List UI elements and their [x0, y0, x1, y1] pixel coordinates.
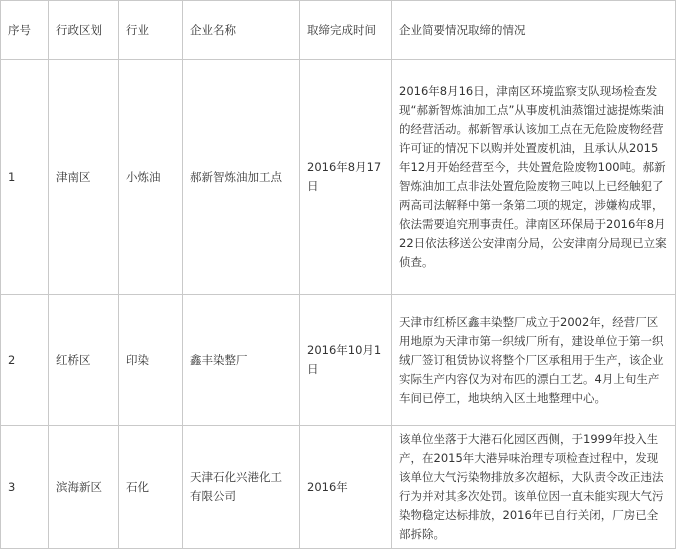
- cell-district: 津南区: [49, 60, 119, 295]
- header-district: 行政区划: [49, 1, 119, 60]
- table-row: [1, 295, 676, 426]
- header-industry: 行业: [119, 1, 183, 60]
- cell-district: 红桥区: [49, 295, 119, 426]
- header-desc: 企业简要情况取缔的情况: [392, 1, 676, 60]
- cell-desc: 2016年8月16日，津南区环境监察支队现场检查发现“郝新智炼油加工点”从事废机油蒸馏过滤提炼柴油的经营活动。郝新智承认该加工点在无危险废物经营许可证的情况下以购并处置废机油，且承认从2015年12月开始经营至今，共处置危险废物100吨。郝新智炼油加工点非法处置危险废物三吨以上已经触犯了两高司法解释中第一条第二项的规定，涉嫌构成罪，依法需要追究刑事责任。津南区环保局于2016年8月22日依法移送公安津南分局，公安津南分局现已立案侦查。: [392, 60, 676, 295]
- table-row: [1, 60, 676, 295]
- cell-seq: 2: [1, 295, 49, 426]
- cell-district: 滨海新区: [49, 426, 119, 549]
- cell-time: 2016年: [300, 426, 392, 549]
- cell-company: 鑫丰染整厂: [183, 295, 300, 426]
- cell-seq: 3: [1, 426, 49, 549]
- header-time: 取缔完成时间: [300, 1, 392, 60]
- cell-time: 2016年8月17日: [300, 60, 392, 295]
- table-row: [1, 426, 676, 549]
- cell-seq: 1: [1, 60, 49, 295]
- header-row: [1, 1, 676, 60]
- cell-industry: 印染: [119, 295, 183, 426]
- header-seq: 序号: [1, 1, 49, 60]
- cell-industry: 石化: [119, 426, 183, 549]
- cell-desc: 该单位坐落于大港石化园区西侧，于1999年投入生产，在2015年大港异味治理专项检查过程中，发现该单位大气污染物排放多次超标，大队责令改正违法行为并对其多次处罚。该单位因一直未能实现大气污染物稳定达标排放，2016年已自行关闭，厂房已全部拆除。: [392, 426, 676, 549]
- cell-time: 2016年10月1日: [300, 295, 392, 426]
- cell-desc: 天津市红桥区鑫丰染整厂成立于2002年，经营厂区用地原为天津市第一织绒厂所有，建设单位于第一织绒厂签订租赁协议将整个厂区承租用于生产，该企业实际生产内容仅为对布匹的漂白工艺。4月上旬生产车间已停工，地块纳入区土地整理中心。: [392, 295, 676, 426]
- cell-company: 天津石化兴港化工有限公司: [183, 426, 300, 549]
- header-company: 企业名称: [183, 1, 300, 60]
- cell-company: 郝新智炼油加工点: [183, 60, 300, 295]
- cell-industry: 小炼油: [119, 60, 183, 295]
